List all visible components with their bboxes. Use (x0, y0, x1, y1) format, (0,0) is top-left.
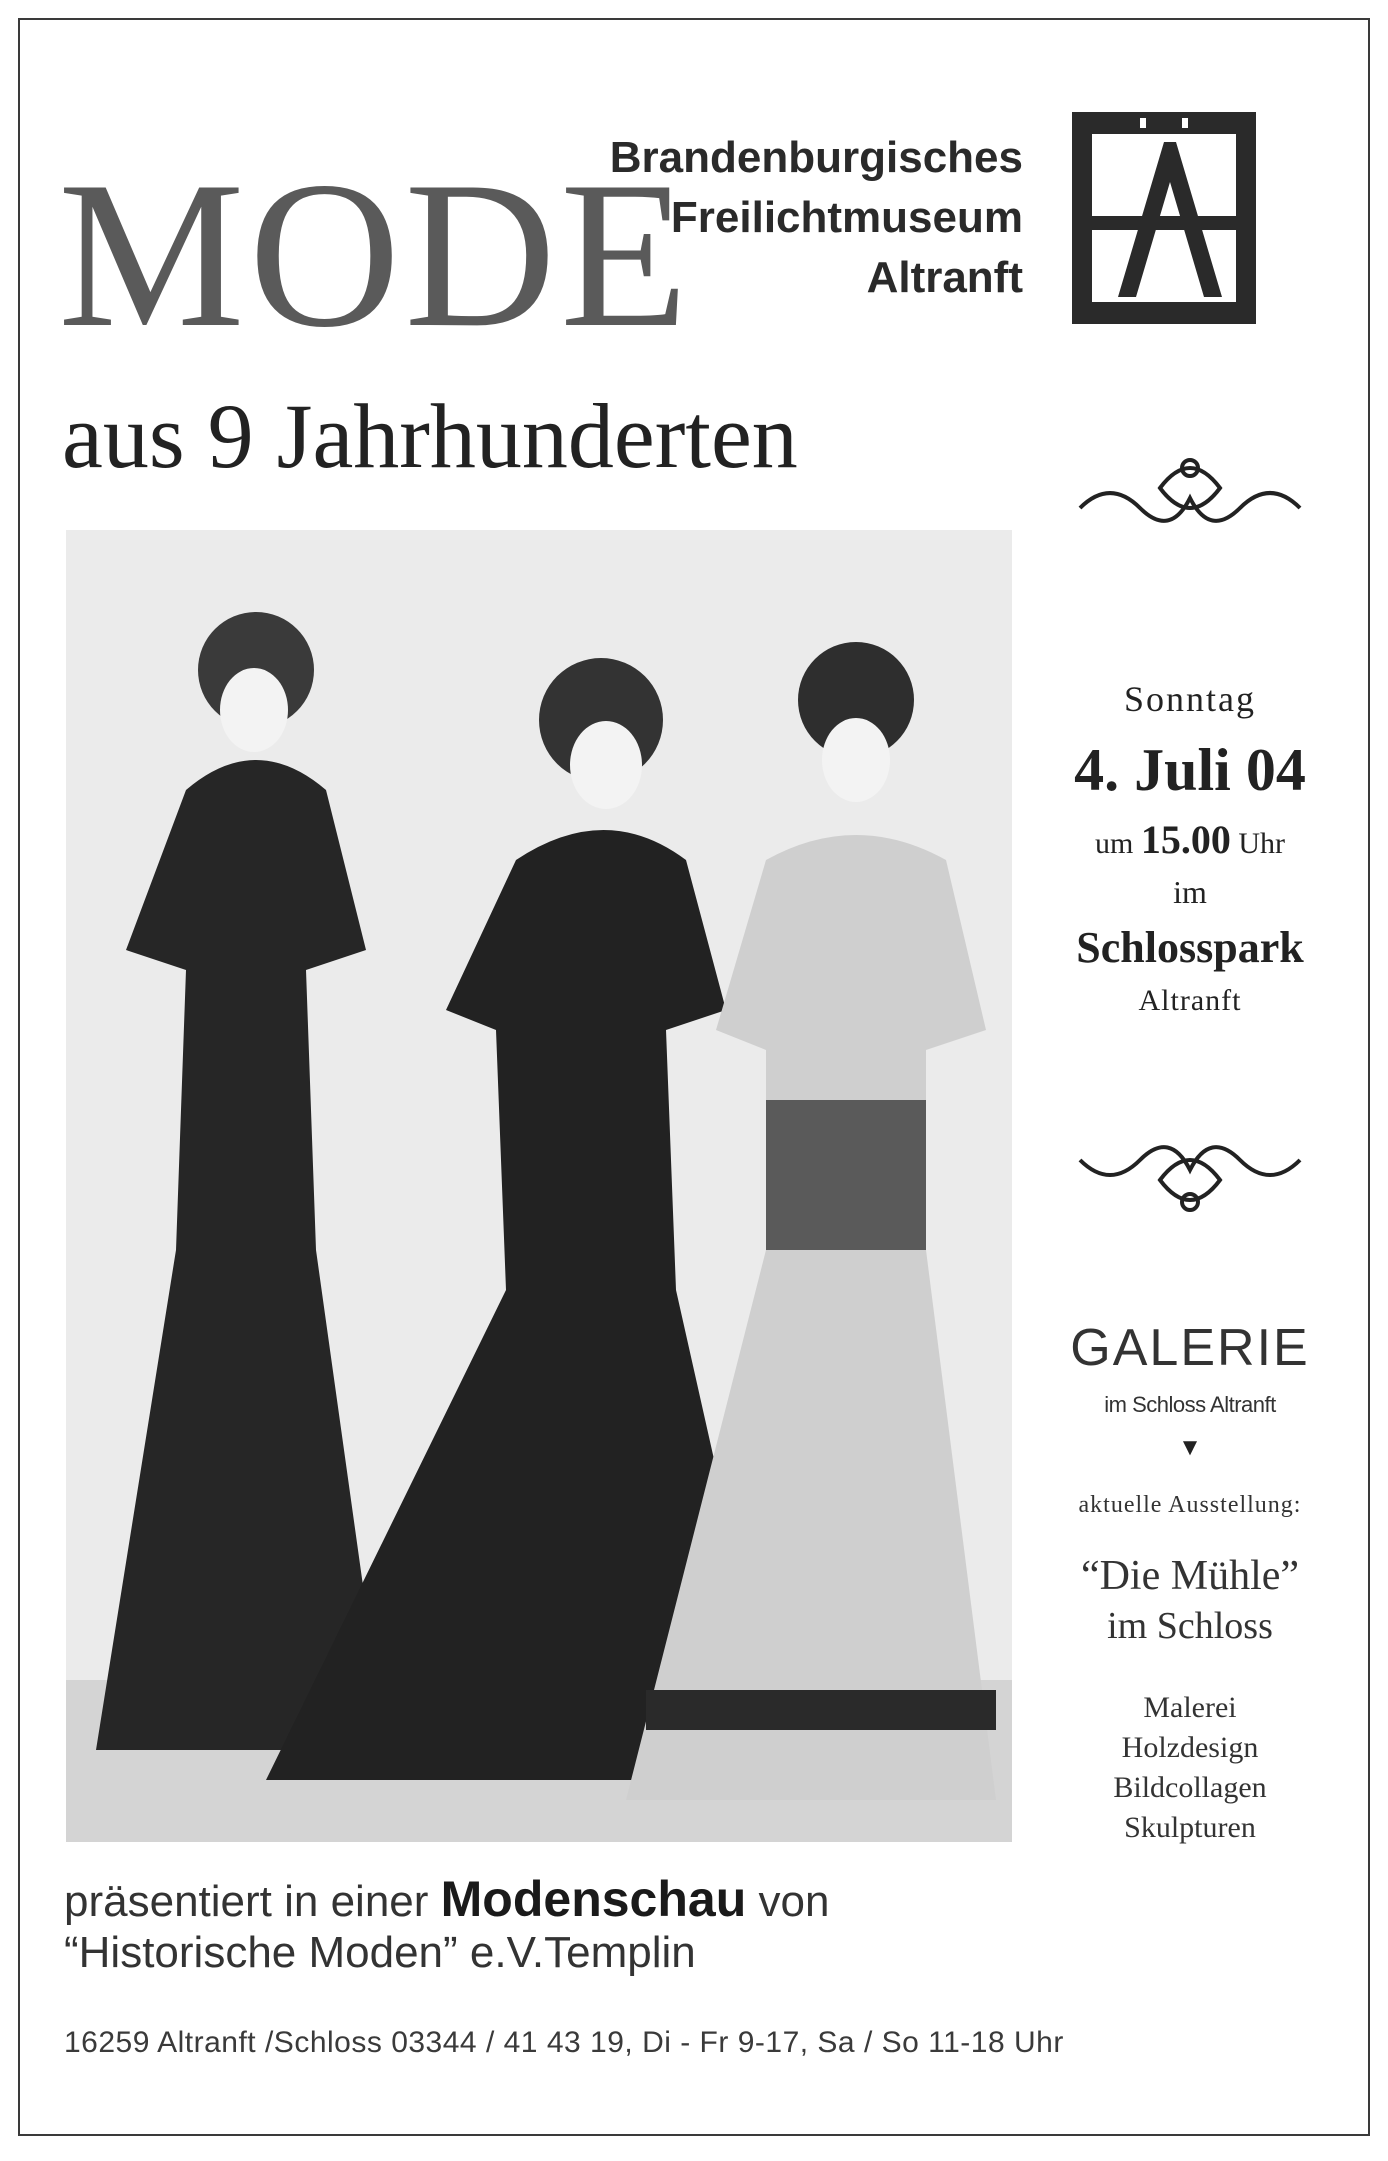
genre-item: Bildcollagen (1113, 1771, 1267, 1804)
address-line: 16259 Altranft /Schloss 03344 / 41 43 19, Di - Fr 9-17, Sa / So 11-18 Uhr (64, 2026, 1064, 2059)
presents-line (64, 1870, 829, 1928)
event-time (1040, 816, 1340, 863)
event-place: Schlosspark (1076, 923, 1304, 972)
fashion-illustration (66, 530, 1012, 1842)
galerie-title: GALERIE (1070, 1319, 1310, 1377)
genre-item: Skulpturen (1124, 1811, 1256, 1844)
museum-name (603, 128, 1023, 308)
exhibition-label: aktuelle Ausstellung: (1078, 1492, 1302, 1518)
event-town: Altranft (1138, 984, 1242, 1017)
museum-name-line1: Brandenburgisches (609, 133, 1023, 182)
down-arrow-icon: ▼ (1178, 1434, 1202, 1461)
museum-name-line3: Altranft (866, 253, 1023, 302)
presents-highlight: Modenschau (440, 1871, 747, 1927)
genre-item: Holzdesign (1121, 1731, 1259, 1764)
exhibition-title: “Die Mühle” (1080, 1553, 1300, 1599)
event-preposition: im (1173, 874, 1207, 910)
event-time-suffix: Uhr (1238, 827, 1285, 860)
event-time-value: 15.00 (1140, 817, 1231, 862)
exhibition-genres (1040, 1688, 1340, 1848)
exhibition-subtitle: im Schloss (1107, 1605, 1273, 1647)
poster-title: MODE (58, 139, 693, 371)
event-time-prefix: um (1095, 827, 1134, 860)
galerie-location: im Schloss Altranft (1104, 1392, 1276, 1417)
genre-item: Malerei (1143, 1691, 1237, 1724)
poster-subtitle: aus 9 Jahrhunderten (62, 385, 798, 487)
scroll-ornament-top (1070, 448, 1310, 538)
event-date: 4. Juli 04 (1074, 737, 1306, 803)
presents-prefix: präsentiert in einer (64, 1877, 429, 1926)
presenter-name: “Historische Moden” e.V.Templin (64, 1928, 696, 1977)
presents-suffix: von (758, 1877, 830, 1926)
event-day: Sonntag (1123, 679, 1256, 719)
museum-name-line2: Freilichtmuseum (670, 193, 1023, 242)
scroll-ornament-bottom (1070, 1130, 1310, 1220)
museum-logo (1072, 112, 1256, 324)
